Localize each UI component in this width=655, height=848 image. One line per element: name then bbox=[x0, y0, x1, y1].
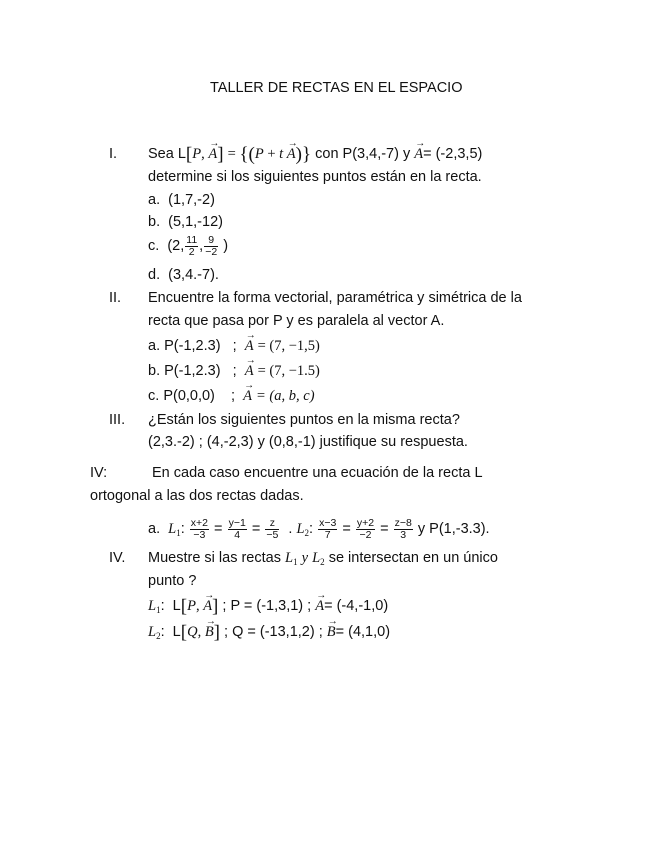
l2-definition: $L_2$: L[Q, → B] ; Q = (-13,1,2) ; → B= (4,1,0) bbox=[148, 623, 390, 645]
bracket-open: [ bbox=[180, 596, 188, 617]
b-vector: → B bbox=[205, 623, 214, 641]
list-item bbox=[148, 337, 320, 355]
con-text: con P(3,4,-7) y bbox=[315, 146, 411, 162]
a-vector: → A bbox=[315, 597, 324, 615]
fraction: $\frac{y-1}{4}$ bbox=[228, 516, 246, 541]
a-vector: → A bbox=[414, 145, 423, 163]
item-prefix: (2, bbox=[167, 238, 185, 254]
colon: : bbox=[160, 624, 165, 640]
l2-symbol: L bbox=[312, 550, 321, 566]
a-vector: → A bbox=[245, 362, 254, 380]
l2-vector-value: = (4,1,0) bbox=[335, 624, 391, 640]
item-point: P(-1,2.3) bbox=[164, 338, 221, 354]
section-iii-numeral: III. bbox=[109, 412, 126, 428]
item-point: P(-1,2.3) bbox=[164, 363, 221, 379]
a-value: = (-2,3,5) bbox=[423, 146, 483, 162]
l2-symbol: L bbox=[296, 521, 305, 537]
list-item bbox=[148, 362, 320, 380]
list-item bbox=[148, 213, 223, 231]
item-label: d. bbox=[148, 267, 161, 283]
item-text: (5,1,-12) bbox=[168, 214, 223, 230]
colon: : bbox=[160, 598, 165, 614]
item-value: = (7, −1,5) bbox=[257, 338, 320, 354]
bracket-close: ] bbox=[217, 144, 224, 165]
item-value: = (a, b, c) bbox=[256, 388, 315, 404]
l1-definition: $L_1$: L[P, → A] ; P = (-1,3,1) ; → A= (-4,-1,0) bbox=[148, 597, 388, 619]
item-value: = (7, −1.5) bbox=[257, 363, 320, 379]
a-vector: → A bbox=[243, 387, 252, 405]
l2-point: ; Q = (-13,1,2) ; bbox=[224, 624, 323, 640]
item-suffix: ) bbox=[223, 238, 229, 254]
b-vector: → B bbox=[327, 623, 336, 641]
list-item bbox=[148, 387, 315, 405]
l1-sub: 1 bbox=[293, 557, 298, 567]
section-iv-line1: En cada caso encuentre una ecuación de la recta L bbox=[152, 465, 483, 481]
item-label: a. bbox=[148, 338, 161, 354]
brace-close: )} bbox=[295, 144, 312, 165]
item-text: (3,4.-7). bbox=[168, 267, 219, 283]
item-label: a. bbox=[148, 521, 161, 537]
def-a-vector2: → A bbox=[287, 145, 296, 163]
l1-symbol: L bbox=[168, 521, 177, 537]
item-label: c. bbox=[148, 238, 160, 254]
item-text: (1,7,-2) bbox=[168, 192, 215, 208]
item-sep: ; bbox=[232, 363, 237, 379]
l1-point: ; P = (-1,3,1) ; bbox=[222, 598, 312, 614]
l2-sub: 2 bbox=[304, 528, 310, 538]
fraction: $\frac{z-8}{3}$ bbox=[394, 516, 412, 541]
list-item bbox=[148, 266, 219, 284]
l2-sub: 2 bbox=[156, 631, 161, 641]
brace-open: {( bbox=[239, 144, 255, 165]
section-ii-line2: recta que pasa por P y es paralela al vector A. bbox=[148, 313, 445, 329]
iv2-text-b: se intersectan en un único bbox=[328, 550, 498, 566]
item-label: a. bbox=[148, 192, 161, 208]
equation-row: a. $L_1$: $\frac{x+2}{-3}$ = $\frac{y-1}{4}$ = $\frac{z}{-5}$ . $L_2$: $\frac{x-3}{7}$ = $\frac{y+2}{-2}$ = $\frac{z-8}{3}$ y P(1,-3.3). bbox=[148, 516, 490, 541]
fraction: $\frac{z}{-5}$ bbox=[266, 516, 279, 541]
l-prefix: L bbox=[172, 624, 181, 640]
l1-sub: 1 bbox=[176, 528, 181, 538]
section-iii-line2: (2,3.-2) ; (4,-2,3) y (0,8,-1) justifique su respuesta. bbox=[148, 434, 468, 450]
point-symbol: P bbox=[187, 598, 196, 614]
page-title: TALLER DE RECTAS EN EL ESPACIO bbox=[210, 80, 463, 96]
bracket-open: [ bbox=[185, 144, 193, 165]
l1-vector-value: = (-4,-1,0) bbox=[324, 598, 389, 614]
fraction: $\frac{x-3}{7}$ bbox=[319, 516, 337, 541]
section-iii-line1: ¿Están los siguientes puntos en la misma recta? bbox=[148, 412, 460, 428]
def-a-vector: → A bbox=[208, 145, 217, 163]
item-label: b. bbox=[148, 363, 161, 379]
section-ii-numeral: II. bbox=[109, 290, 122, 306]
l1-symbol: L bbox=[148, 598, 157, 614]
def-p: P bbox=[192, 146, 202, 162]
bracket-close: ] bbox=[213, 622, 220, 643]
bracket-open: [ bbox=[180, 622, 188, 643]
item-label: c. bbox=[148, 388, 160, 404]
section-iv-numeral: IV: bbox=[90, 465, 108, 481]
point-symbol: Q bbox=[187, 624, 198, 640]
section-i-line1: Sea L[P, → A] = {(P + t → A)} con P(3,4,-7) y → A= (-2,3,5) bbox=[148, 145, 482, 164]
a-vector: → A bbox=[245, 337, 254, 355]
list-item bbox=[148, 191, 215, 209]
def-plus: + bbox=[267, 146, 276, 162]
def-p2: P bbox=[254, 146, 264, 162]
list-item: c. (2, $\frac{11}{2}$ , $\frac{9}{-2}$ ) bbox=[148, 233, 229, 258]
item-sep: ; bbox=[231, 388, 236, 404]
y-word: y bbox=[301, 550, 309, 566]
a-vector: → A bbox=[203, 597, 212, 615]
fraction: $\frac{9}{-2}$ bbox=[205, 233, 218, 258]
l-prefix: L bbox=[172, 598, 181, 614]
l2-sub: 2 bbox=[320, 557, 325, 567]
section-iv2-line1 bbox=[148, 549, 498, 571]
fraction: $\frac{x+2}{-3}$ bbox=[190, 516, 209, 541]
iv2-text-a: Muestre si las rectas bbox=[148, 550, 281, 566]
section-i-numeral: I. bbox=[109, 146, 118, 162]
item-sep: ; bbox=[232, 338, 237, 354]
separator-dot: . bbox=[288, 521, 293, 537]
item-point: P(0,0,0) bbox=[163, 388, 215, 404]
l2-symbol: L bbox=[148, 624, 157, 640]
def-t: t bbox=[279, 146, 284, 162]
sea-l-text: Sea L bbox=[148, 146, 186, 162]
section-iv2-numeral: IV. bbox=[109, 550, 126, 566]
item-label: b. bbox=[148, 214, 161, 230]
bracket-close: ] bbox=[212, 596, 219, 617]
section-i-line2: determine si los siguientes puntos están en la recta. bbox=[148, 169, 482, 185]
l1-symbol: L bbox=[285, 550, 294, 566]
equation-tail: y P(1,-3.3). bbox=[417, 521, 490, 537]
section-ii-line1: Encuentre la forma vectorial, paramétrica y simétrica de la bbox=[148, 290, 522, 306]
fraction: $\frac{y+2}{-2}$ bbox=[356, 516, 375, 541]
fraction: $\frac{11}{2}$ bbox=[186, 233, 198, 258]
l1-sub: 1 bbox=[156, 605, 161, 615]
section-iv-line2: ortogonal a las dos rectas dadas. bbox=[90, 488, 304, 504]
section-iv2-line2: punto ? bbox=[148, 573, 197, 589]
